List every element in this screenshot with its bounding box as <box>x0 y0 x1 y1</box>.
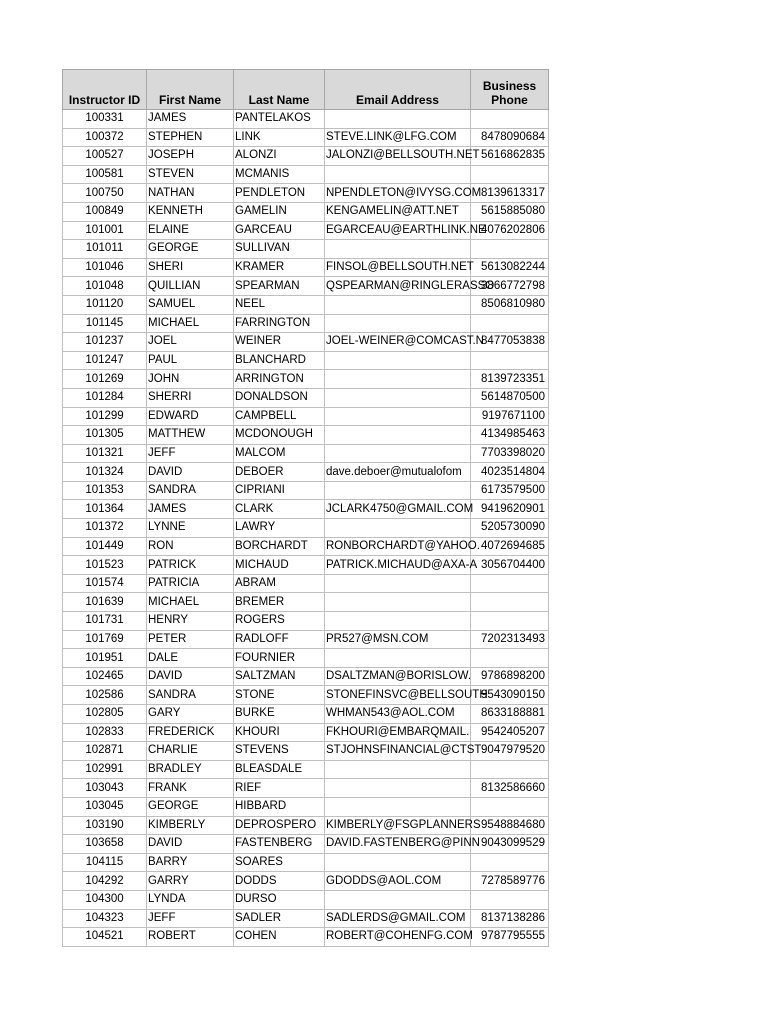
cell-instructor-id[interactable]: 102871 <box>63 742 147 761</box>
cell-instructor-id[interactable]: 103043 <box>63 779 147 798</box>
table-row <box>63 890 549 909</box>
table-row <box>63 128 549 147</box>
cell-last-name[interactable]: DODDS <box>234 872 325 891</box>
table-row <box>63 612 549 631</box>
cell-first-name[interactable]: FRANK <box>147 779 234 798</box>
cell-instructor-id[interactable]: 102805 <box>63 705 147 724</box>
cell-last-name[interactable]: GARCEAU <box>234 221 325 240</box>
cell-instructor-id[interactable]: 101951 <box>63 649 147 668</box>
table-row <box>63 519 549 538</box>
cell-email-address[interactable] <box>325 388 471 407</box>
cell-email-address[interactable]: PR527@MSN.COM <box>325 630 471 649</box>
cell-email-address[interactable]: JOEL-WEINER@COMCAST.N <box>325 333 471 352</box>
cell-first-name[interactable]: PATRICIA <box>147 574 234 593</box>
cell-email-address[interactable]: KENGAMELIN@ATT.NET <box>325 202 471 221</box>
cell-first-name[interactable]: SAMUEL <box>147 295 234 314</box>
cell-last-name[interactable]: STEVENS <box>234 742 325 761</box>
cell-email-address[interactable] <box>325 351 471 370</box>
cell-instructor-id[interactable]: 101299 <box>63 407 147 426</box>
cell-last-name[interactable]: SALTZMAN <box>234 667 325 686</box>
cell-business-phone[interactable]: 4076202806 <box>471 221 549 240</box>
cell-email-address[interactable] <box>325 574 471 593</box>
cell-last-name[interactable]: MALCOM <box>234 444 325 463</box>
cell-business-phone[interactable]: 9787795555 <box>471 928 549 947</box>
cell-first-name[interactable]: GARRY <box>147 872 234 891</box>
cell-email-address[interactable]: PATRICK.MICHAUD@AXA-A <box>325 556 471 575</box>
cell-instructor-id[interactable]: 101324 <box>63 463 147 482</box>
cell-first-name[interactable]: QUILLIAN <box>147 277 234 296</box>
cell-first-name[interactable]: JAMES <box>147 500 234 519</box>
cell-instructor-id[interactable]: 102833 <box>63 723 147 742</box>
cell-first-name[interactable]: GEORGE <box>147 797 234 816</box>
cell-email-address[interactable] <box>325 165 471 184</box>
cell-email-address[interactable] <box>325 890 471 909</box>
cell-email-address[interactable]: WHMAN543@AOL.COM <box>325 705 471 724</box>
cell-instructor-id[interactable]: 100581 <box>63 165 147 184</box>
table-row <box>63 240 549 259</box>
cell-business-phone[interactable] <box>471 110 549 129</box>
cell-last-name[interactable]: SADLER <box>234 909 325 928</box>
cell-last-name[interactable]: CLARK <box>234 500 325 519</box>
table-row <box>63 556 549 575</box>
header-business-phone-line2: Phone <box>491 93 528 107</box>
cell-business-phone[interactable]: 9197671100 <box>471 407 549 426</box>
cell-last-name[interactable]: KRAMER <box>234 258 325 277</box>
cell-business-phone[interactable] <box>471 165 549 184</box>
cell-business-phone[interactable]: 8132586660 <box>471 779 549 798</box>
cell-first-name[interactable]: RON <box>147 537 234 556</box>
cell-last-name[interactable]: RADLOFF <box>234 630 325 649</box>
cell-instructor-id[interactable]: 101449 <box>63 537 147 556</box>
cell-instructor-id[interactable]: 100372 <box>63 128 147 147</box>
table-row <box>63 258 549 277</box>
table-row <box>63 314 549 333</box>
cell-last-name[interactable]: LAWRY <box>234 519 325 538</box>
cell-instructor-id[interactable]: 104292 <box>63 872 147 891</box>
cell-first-name[interactable]: JOSEPH <box>147 147 234 166</box>
cell-instructor-id[interactable]: 101269 <box>63 370 147 389</box>
table-row <box>63 779 549 798</box>
cell-business-phone[interactable] <box>471 649 549 668</box>
cell-first-name[interactable]: MATTHEW <box>147 426 234 445</box>
cell-instructor-id[interactable]: 101237 <box>63 333 147 352</box>
table-row <box>63 686 549 705</box>
cell-instructor-id[interactable]: 101523 <box>63 556 147 575</box>
cell-email-address[interactable]: STJOHNSFINANCIAL@CTST <box>325 742 471 761</box>
cell-first-name[interactable]: ELAINE <box>147 221 234 240</box>
table-row <box>63 370 549 389</box>
cell-first-name[interactable]: JEFF <box>147 444 234 463</box>
cell-business-phone[interactable] <box>471 612 549 631</box>
table-row <box>63 797 549 816</box>
cell-last-name[interactable]: DEPROSPERO <box>234 816 325 835</box>
cell-first-name[interactable]: DAVID <box>147 835 234 854</box>
cell-instructor-id[interactable]: 101145 <box>63 314 147 333</box>
cell-first-name[interactable]: ROBERT <box>147 928 234 947</box>
cell-first-name[interactable]: KENNETH <box>147 202 234 221</box>
instructor-sheet <box>62 69 549 947</box>
table-row <box>63 630 549 649</box>
table-row <box>63 853 549 872</box>
cell-business-phone[interactable]: 9542405207 <box>471 723 549 742</box>
cell-business-phone[interactable]: 5613082244 <box>471 258 549 277</box>
cell-first-name[interactable]: BRADLEY <box>147 760 234 779</box>
cell-first-name[interactable]: SANDRA <box>147 686 234 705</box>
cell-instructor-id[interactable]: 103658 <box>63 835 147 854</box>
cell-email-address[interactable] <box>325 110 471 129</box>
table-row <box>63 928 549 947</box>
cell-instructor-id[interactable]: 100331 <box>63 110 147 129</box>
cell-last-name[interactable]: ALONZI <box>234 147 325 166</box>
cell-last-name[interactable]: BURKE <box>234 705 325 724</box>
cell-instructor-id[interactable]: 103045 <box>63 797 147 816</box>
cell-instructor-id[interactable]: 101321 <box>63 444 147 463</box>
table-row <box>63 407 549 426</box>
cell-business-phone[interactable]: 6173579500 <box>471 481 549 500</box>
cell-email-address[interactable]: STEVE.LINK@LFG.COM <box>325 128 471 147</box>
cell-instructor-id[interactable]: 101769 <box>63 630 147 649</box>
table-row <box>63 333 549 352</box>
cell-email-address[interactable] <box>325 314 471 333</box>
table-row <box>63 723 549 742</box>
cell-last-name[interactable]: FASTENBERG <box>234 835 325 854</box>
table-row <box>63 574 549 593</box>
cell-instructor-id[interactable]: 102465 <box>63 667 147 686</box>
cell-instructor-id[interactable]: 101731 <box>63 612 147 631</box>
cell-last-name[interactable]: DEBOER <box>234 463 325 482</box>
table-header <box>63 70 549 110</box>
cell-business-phone[interactable]: 9786898200 <box>471 667 549 686</box>
table-row <box>63 481 549 500</box>
cell-business-phone[interactable]: 4023514804 <box>471 463 549 482</box>
table-row <box>63 388 549 407</box>
cell-last-name[interactable]: RIEF <box>234 779 325 798</box>
cell-instructor-id[interactable]: 101011 <box>63 240 147 259</box>
cell-email-address[interactable] <box>325 370 471 389</box>
cell-first-name[interactable]: GEORGE <box>147 240 234 259</box>
cell-email-address[interactable]: STONEFINSVC@BELLSOUTH <box>325 686 471 705</box>
cell-instructor-id[interactable]: 101639 <box>63 593 147 612</box>
cell-business-phone[interactable]: 5205730090 <box>471 519 549 538</box>
cell-business-phone[interactable] <box>471 314 549 333</box>
cell-business-phone[interactable]: 9047979520 <box>471 742 549 761</box>
cell-first-name[interactable]: DAVID <box>147 667 234 686</box>
cell-first-name[interactable]: SANDRA <box>147 481 234 500</box>
cell-business-phone[interactable]: 8139723351 <box>471 370 549 389</box>
cell-instructor-id[interactable]: 100527 <box>63 147 147 166</box>
cell-last-name[interactable]: BORCHARDT <box>234 537 325 556</box>
cell-last-name[interactable]: SOARES <box>234 853 325 872</box>
cell-instructor-id[interactable]: 101120 <box>63 295 147 314</box>
cell-business-phone[interactable] <box>471 240 549 259</box>
table-row <box>63 909 549 928</box>
cell-business-phone[interactable]: 7703398020 <box>471 444 549 463</box>
cell-instructor-id[interactable]: 104323 <box>63 909 147 928</box>
cell-last-name[interactable]: COHEN <box>234 928 325 947</box>
cell-business-phone[interactable] <box>471 797 549 816</box>
cell-business-phone[interactable]: 9543090150 <box>471 686 549 705</box>
table-row <box>63 147 549 166</box>
instructor-table <box>62 69 549 947</box>
table-row <box>63 816 549 835</box>
cell-email-address[interactable] <box>325 779 471 798</box>
cell-email-address[interactable]: dave.deboer@mutualofom <box>325 463 471 482</box>
cell-email-address[interactable]: ROBERT@COHENFG.COM <box>325 928 471 947</box>
cell-business-phone[interactable] <box>471 574 549 593</box>
cell-first-name[interactable]: JAMES <box>147 110 234 129</box>
cell-email-address[interactable]: JCLARK4750@GMAIL.COM <box>325 500 471 519</box>
cell-last-name[interactable]: SULLIVAN <box>234 240 325 259</box>
cell-email-address[interactable]: NPENDLETON@IVYSG.COM <box>325 184 471 203</box>
cell-business-phone[interactable]: 8506810980 <box>471 295 549 314</box>
cell-email-address[interactable] <box>325 295 471 314</box>
cell-last-name[interactable]: BLANCHARD <box>234 351 325 370</box>
cell-email-address[interactable] <box>325 426 471 445</box>
cell-last-name[interactable]: BREMER <box>234 593 325 612</box>
cell-email-address[interactable] <box>325 444 471 463</box>
cell-instructor-id[interactable]: 100849 <box>63 202 147 221</box>
cell-business-phone[interactable]: 7278589776 <box>471 872 549 891</box>
cell-instructor-id[interactable]: 101353 <box>63 481 147 500</box>
cell-first-name[interactable]: FREDERICK <box>147 723 234 742</box>
cell-business-phone[interactable] <box>471 760 549 779</box>
cell-first-name[interactable]: BARRY <box>147 853 234 872</box>
cell-email-address[interactable] <box>325 649 471 668</box>
table-row <box>63 500 549 519</box>
cell-last-name[interactable]: LINK <box>234 128 325 147</box>
cell-last-name[interactable]: ABRAM <box>234 574 325 593</box>
cell-last-name[interactable]: SPEARMAN <box>234 277 325 296</box>
header-last-name: Last Name <box>234 70 325 110</box>
cell-instructor-id[interactable]: 101048 <box>63 277 147 296</box>
cell-email-address[interactable] <box>325 797 471 816</box>
table-row <box>63 649 549 668</box>
table-row <box>63 110 549 129</box>
cell-email-address[interactable]: SADLERDS@GMAIL.COM <box>325 909 471 928</box>
cell-first-name[interactable]: PETER <box>147 630 234 649</box>
cell-business-phone[interactable]: 4134985463 <box>471 426 549 445</box>
cell-last-name[interactable]: PENDLETON <box>234 184 325 203</box>
table-row <box>63 760 549 779</box>
cell-first-name[interactable]: KIMBERLY <box>147 816 234 835</box>
cell-instructor-id[interactable]: 101001 <box>63 221 147 240</box>
cell-business-phone[interactable] <box>471 890 549 909</box>
cell-first-name[interactable]: MICHAEL <box>147 593 234 612</box>
cell-first-name[interactable]: STEPHEN <box>147 128 234 147</box>
cell-last-name[interactable]: ROGERS <box>234 612 325 631</box>
cell-instructor-id[interactable]: 104115 <box>63 853 147 872</box>
header-email-address: Email Address <box>325 70 471 110</box>
cell-first-name[interactable]: STEVEN <box>147 165 234 184</box>
table-body <box>63 110 549 947</box>
cell-email-address[interactable]: EGARCEAU@EARTHLINK.NE <box>325 221 471 240</box>
cell-first-name[interactable]: JOEL <box>147 333 234 352</box>
cell-last-name[interactable]: DURSO <box>234 890 325 909</box>
cell-instructor-id[interactable]: 104300 <box>63 890 147 909</box>
cell-first-name[interactable]: JOHN <box>147 370 234 389</box>
table-row <box>63 351 549 370</box>
cell-instructor-id[interactable]: 101046 <box>63 258 147 277</box>
cell-email-address[interactable] <box>325 407 471 426</box>
cell-business-phone[interactable] <box>471 853 549 872</box>
table-row <box>63 184 549 203</box>
table-row <box>63 593 549 612</box>
cell-first-name[interactable]: HENRY <box>147 612 234 631</box>
cell-email-address[interactable]: RONBORCHARDT@YAHOO. <box>325 537 471 556</box>
table-row <box>63 165 549 184</box>
cell-business-phone[interactable]: 8137138286 <box>471 909 549 928</box>
cell-last-name[interactable]: STONE <box>234 686 325 705</box>
cell-business-phone[interactable]: 8139613317 <box>471 184 549 203</box>
cell-first-name[interactable]: SHERI <box>147 258 234 277</box>
cell-last-name[interactable]: BLEASDALE <box>234 760 325 779</box>
cell-last-name[interactable]: PANTELAKOS <box>234 110 325 129</box>
table-row <box>63 444 549 463</box>
cell-instructor-id[interactable]: 102991 <box>63 760 147 779</box>
cell-last-name[interactable]: NEEL <box>234 295 325 314</box>
cell-email-address[interactable]: FKHOURI@EMBARQMAIL. <box>325 723 471 742</box>
cell-instructor-id[interactable]: 101574 <box>63 574 147 593</box>
cell-first-name[interactable]: SHERRI <box>147 388 234 407</box>
cell-first-name[interactable]: LYNNE <box>147 519 234 538</box>
cell-first-name[interactable]: LYNDA <box>147 890 234 909</box>
cell-email-address[interactable]: QSPEARMAN@RINGLERASSO <box>325 277 471 296</box>
cell-business-phone[interactable]: 4072694685 <box>471 537 549 556</box>
cell-first-name[interactable]: JEFF <box>147 909 234 928</box>
cell-instructor-id[interactable]: 102586 <box>63 686 147 705</box>
cell-business-phone[interactable]: 9043099529 <box>471 835 549 854</box>
cell-business-phone[interactable] <box>471 351 549 370</box>
cell-business-phone[interactable]: 3056704400 <box>471 556 549 575</box>
cell-business-phone[interactable]: 9548884680 <box>471 816 549 835</box>
cell-business-phone[interactable]: 8478090684 <box>471 128 549 147</box>
cell-business-phone[interactable]: 7202313493 <box>471 630 549 649</box>
cell-last-name[interactable]: ARRINGTON <box>234 370 325 389</box>
table-row <box>63 426 549 445</box>
cell-email-address[interactable] <box>325 612 471 631</box>
table-row <box>63 537 549 556</box>
table-row <box>63 221 549 240</box>
table-row <box>63 705 549 724</box>
cell-instructor-id[interactable]: 101364 <box>63 500 147 519</box>
table-row <box>63 463 549 482</box>
cell-email-address[interactable] <box>325 593 471 612</box>
cell-email-address[interactable] <box>325 481 471 500</box>
cell-email-address[interactable]: FINSOL@BELLSOUTH.NET <box>325 258 471 277</box>
table-row <box>63 742 549 761</box>
cell-email-address[interactable]: GDODDS@AOL.COM <box>325 872 471 891</box>
cell-last-name[interactable]: MCMANIS <box>234 165 325 184</box>
cell-first-name[interactable]: DAVID <box>147 463 234 482</box>
header-first-name: First Name <box>147 70 234 110</box>
header-business-phone-line1: Business <box>482 79 537 93</box>
cell-first-name[interactable]: GARY <box>147 705 234 724</box>
cell-instructor-id[interactable]: 104521 <box>63 928 147 947</box>
cell-business-phone[interactable]: 3866772798 <box>471 277 549 296</box>
cell-email-address[interactable]: DSALTZMAN@BORISLOW. <box>325 667 471 686</box>
cell-last-name[interactable]: CIPRIANI <box>234 481 325 500</box>
table-row <box>63 872 549 891</box>
cell-last-name[interactable]: CAMPBELL <box>234 407 325 426</box>
header-row <box>63 70 549 110</box>
cell-business-phone[interactable] <box>471 593 549 612</box>
cell-last-name[interactable]: DONALDSON <box>234 388 325 407</box>
cell-first-name[interactable]: DALE <box>147 649 234 668</box>
cell-business-phone[interactable]: 9419620901 <box>471 500 549 519</box>
cell-last-name[interactable]: WEINER <box>234 333 325 352</box>
table-row <box>63 202 549 221</box>
header-instructor-id: Instructor ID <box>63 70 147 110</box>
table-row <box>63 835 549 854</box>
cell-last-name[interactable]: GAMELIN <box>234 202 325 221</box>
cell-email-address[interactable] <box>325 240 471 259</box>
cell-business-phone[interactable]: 8477053838 <box>471 333 549 352</box>
cell-instructor-id[interactable]: 101372 <box>63 519 147 538</box>
cell-first-name[interactable]: PATRICK <box>147 556 234 575</box>
cell-first-name[interactable]: PAUL <box>147 351 234 370</box>
cell-instructor-id[interactable]: 101247 <box>63 351 147 370</box>
cell-email-address[interactable] <box>325 760 471 779</box>
cell-last-name[interactable]: FARRINGTON <box>234 314 325 333</box>
cell-first-name[interactable]: EDWARD <box>147 407 234 426</box>
cell-business-phone[interactable]: 5615885080 <box>471 202 549 221</box>
cell-email-address[interactable]: DAVID.FASTENBERG@PINN <box>325 835 471 854</box>
cell-last-name[interactable]: KHOURI <box>234 723 325 742</box>
cell-business-phone[interactable]: 5616862835 <box>471 147 549 166</box>
header-business-phone <box>471 70 549 110</box>
cell-last-name[interactable]: HIBBARD <box>234 797 325 816</box>
cell-email-address[interactable]: JALONZI@BELLSOUTH.NET <box>325 147 471 166</box>
cell-instructor-id[interactable]: 101305 <box>63 426 147 445</box>
cell-business-phone[interactable]: 5614870500 <box>471 388 549 407</box>
cell-instructor-id[interactable]: 101284 <box>63 388 147 407</box>
cell-last-name[interactable]: FOURNIER <box>234 649 325 668</box>
cell-first-name[interactable]: MICHAEL <box>147 314 234 333</box>
cell-first-name[interactable]: CHARLIE <box>147 742 234 761</box>
cell-business-phone[interactable]: 8633188881 <box>471 705 549 724</box>
cell-email-address[interactable]: KIMBERLY@FSGPLANNERS <box>325 816 471 835</box>
table-row <box>63 667 549 686</box>
cell-instructor-id[interactable]: 100750 <box>63 184 147 203</box>
cell-email-address[interactable] <box>325 519 471 538</box>
cell-instructor-id[interactable]: 103190 <box>63 816 147 835</box>
cell-email-address[interactable] <box>325 853 471 872</box>
table-row <box>63 295 549 314</box>
table-row <box>63 277 549 296</box>
cell-last-name[interactable]: MICHAUD <box>234 556 325 575</box>
cell-first-name[interactable]: NATHAN <box>147 184 234 203</box>
cell-last-name[interactable]: MCDONOUGH <box>234 426 325 445</box>
